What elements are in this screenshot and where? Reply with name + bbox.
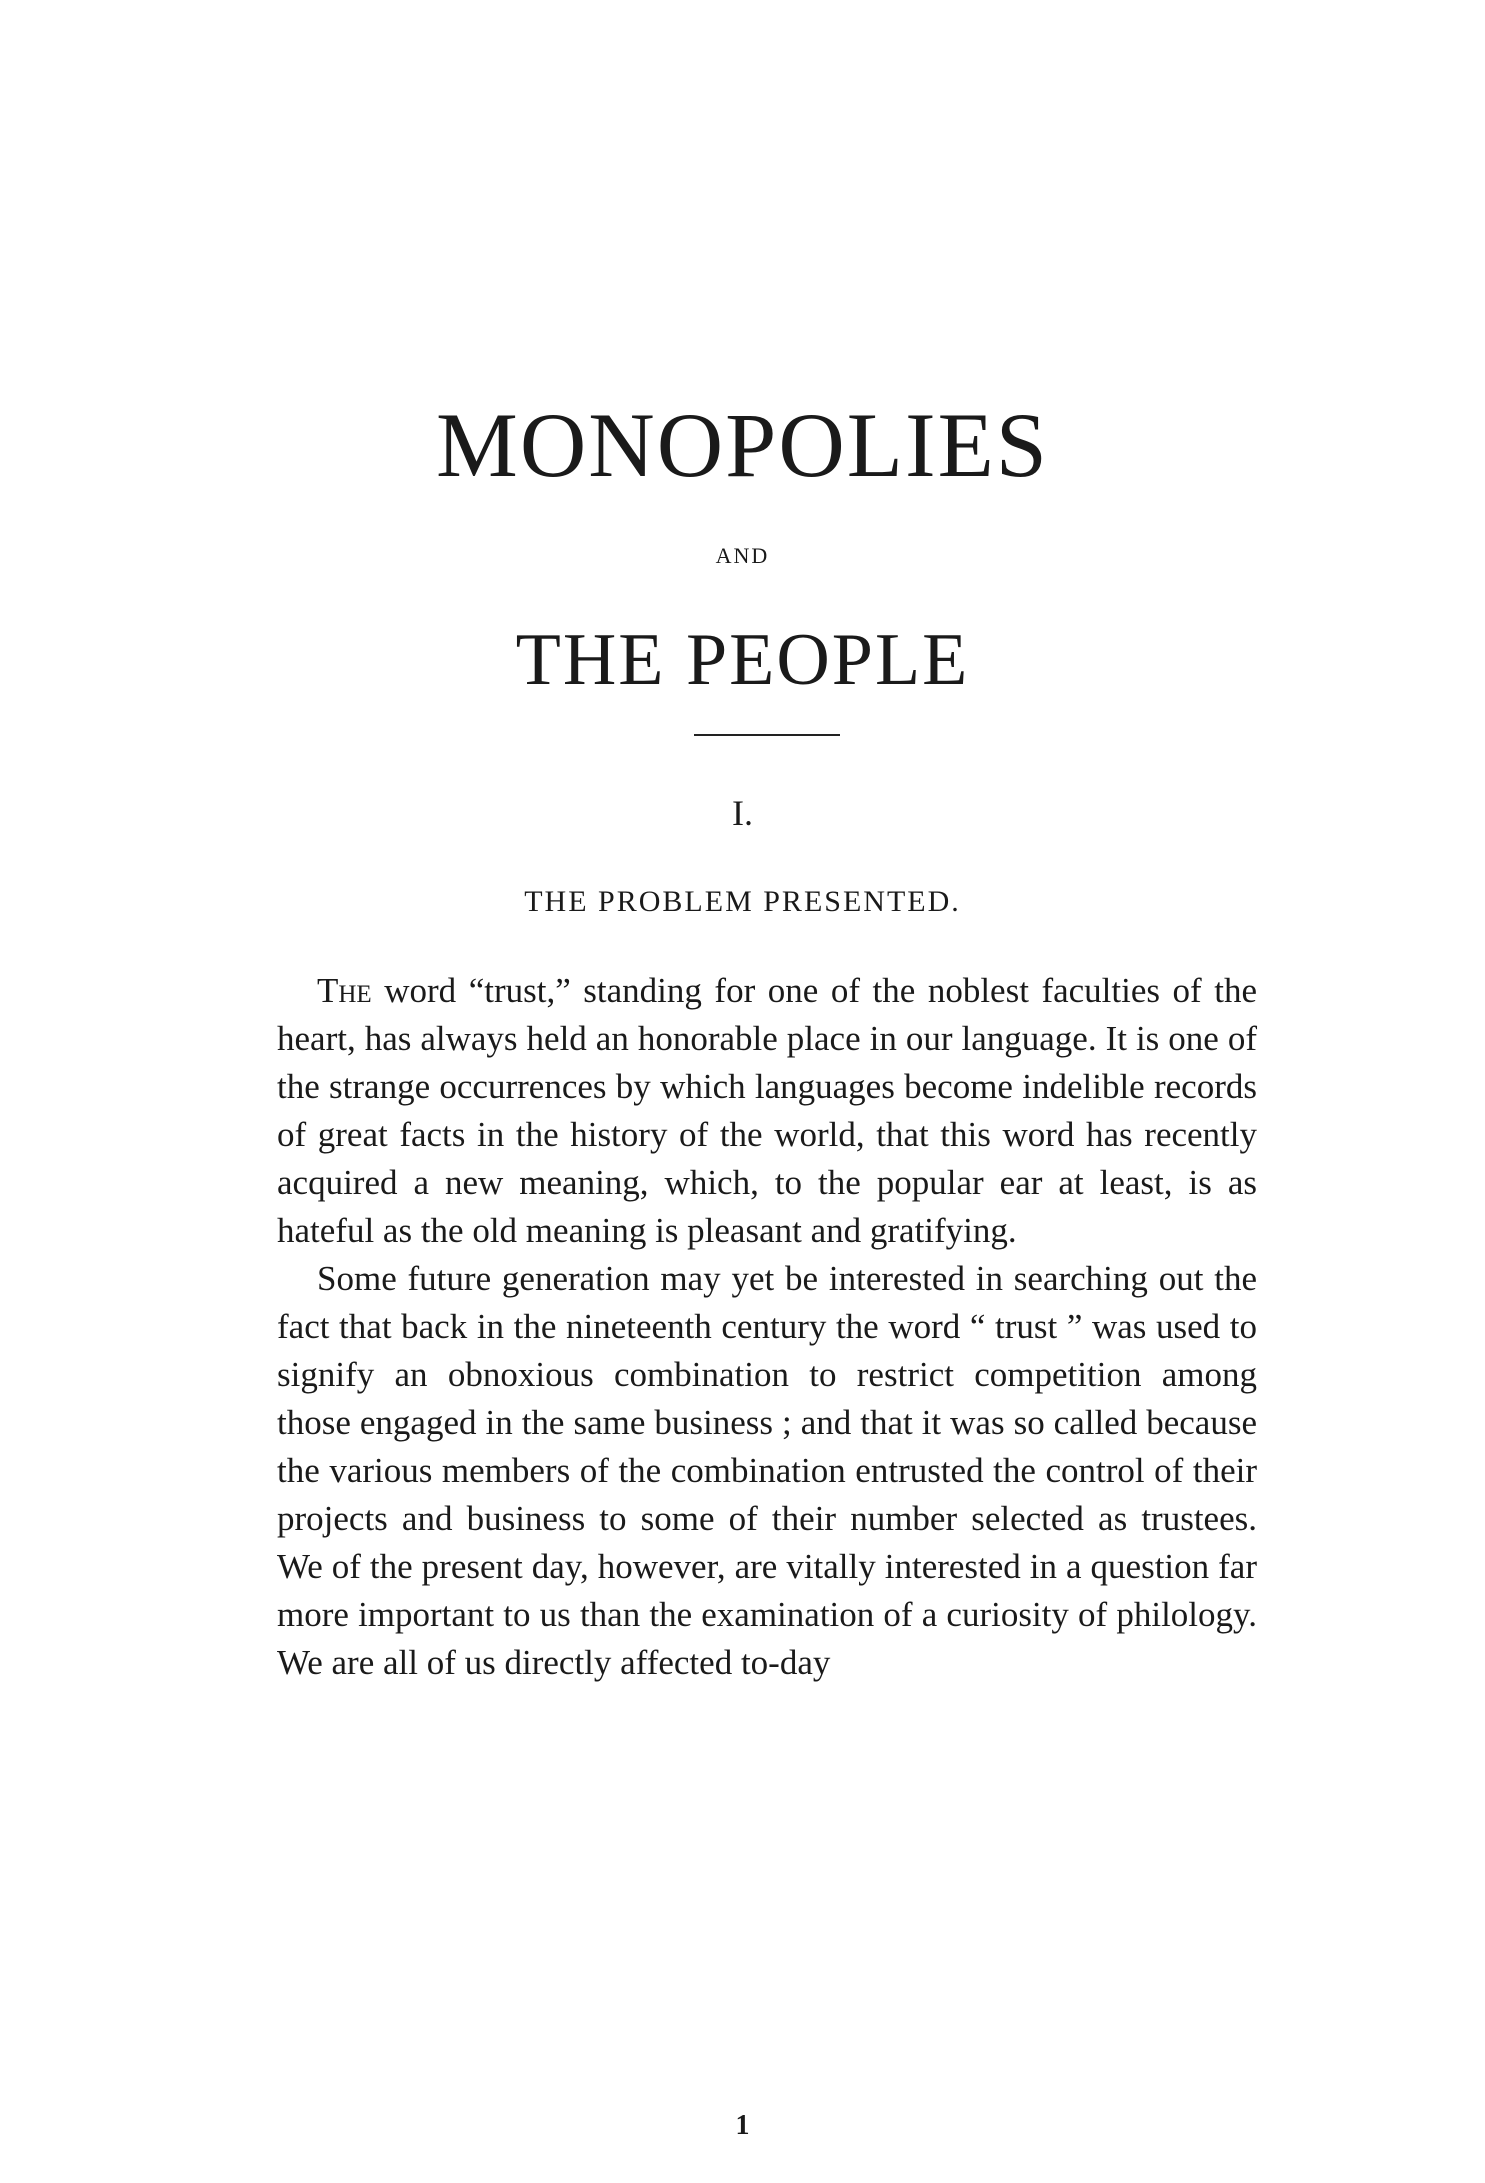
- paragraph-2: [277, 1255, 1257, 1687]
- title-conjunction: AND: [715, 543, 770, 568]
- paragraph-lead-word: The: [317, 971, 372, 1010]
- paragraph-2-text: Some future generation may yet be interested in searching out the fact that back in the nineteenth century the word “ trust ” was used to signify an obnoxious combination to restrict competition among those engaged in the same business ; and that it was so called because the various members of the combination entrusted the control of their projects and business to some of their number selected as trustees. We of the present day, however, are vitally interested in a question far more important to us than the examination of a curiosity of philology. We are all of us directly affected to-day: [277, 1259, 1257, 1682]
- paragraph-1: [277, 967, 1257, 1255]
- paragraph-1-text: word “trust,” standing for one of the noblest faculties of the heart, has always held an honorable place in our language. It is one of the strange occurrences by which languages become indelible records of great facts in the history of the world, that this word has recently acquired a new meaning, which, to the popular ear at least, is as hateful as the old meaning is pleasant and gratifying.: [277, 971, 1257, 1250]
- book-subtitle: THE PEOPLE: [515, 619, 970, 701]
- page-number: 1: [735, 2110, 750, 2141]
- title-divider: [694, 734, 840, 736]
- chapter-number: I.: [732, 793, 753, 833]
- book-title: MONOPOLIES: [436, 394, 1049, 496]
- chapter-title: THE PROBLEM PRESENTED.: [524, 885, 961, 918]
- body-text: [277, 967, 1257, 1687]
